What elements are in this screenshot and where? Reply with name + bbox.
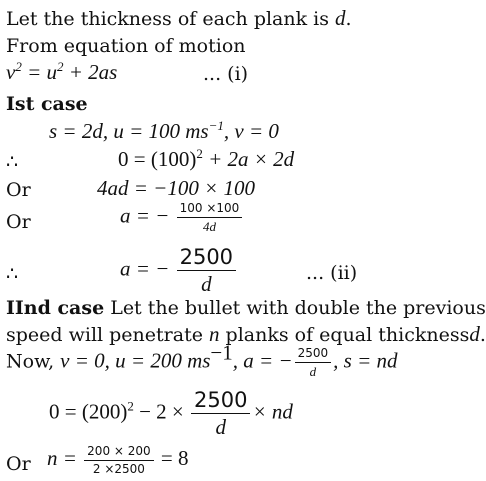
eq-s: , s = nd (333, 348, 398, 373)
var-d: d (469, 322, 480, 346)
ref-ii: ... (ii) (306, 262, 358, 284)
fraction (295, 347, 332, 378)
fraction-denominator: 2 ×2500 (92, 461, 145, 476)
period: . (479, 324, 486, 346)
therefore-icon: ∴ (6, 263, 19, 285)
case-1-heading (6, 92, 88, 116)
fraction-denominator: d (201, 272, 212, 297)
unit-sup: −1 (208, 118, 224, 133)
eq-4ad: 4ad = −100 × 100 (97, 176, 256, 200)
eq-rhs: + 2a × 2d (202, 147, 295, 171)
eq-sup: 2 (15, 59, 22, 74)
line-11-text-2: planks of equal thickness (219, 324, 470, 346)
now-text: Now, (6, 350, 61, 373)
line-7 (97, 176, 255, 200)
line-8 (120, 202, 244, 233)
var-d: d (335, 6, 346, 30)
therefore-icon: ∴ (6, 151, 19, 173)
eq-a: , a = − (232, 348, 293, 373)
line-2 (6, 34, 246, 58)
eq-lhs: 0 = (200) (49, 399, 128, 424)
line-13 (49, 389, 293, 438)
line-12 (6, 340, 398, 379)
equation-ref-ii (306, 261, 357, 285)
eq-nd: × nd (252, 399, 293, 424)
eq-result: = 8 (160, 445, 189, 470)
therefore-symbol-2 (6, 262, 18, 286)
case1-values: s = 2d, u = 100 ms (49, 119, 209, 143)
line-9 (120, 246, 238, 295)
fraction-numerator: 200 × 200 (84, 445, 154, 461)
eq-sup: 2 (196, 146, 203, 161)
line-5 (49, 119, 279, 143)
fraction (84, 445, 154, 475)
equation-ref-i (203, 62, 248, 86)
var-n: n (209, 322, 220, 346)
fraction-numerator: 2500 (295, 347, 332, 363)
eq-v: v (6, 60, 16, 84)
eq-2as: + 2as (63, 60, 118, 84)
fraction-denominator: d (309, 363, 317, 379)
eq-minus: − 2 × (133, 399, 184, 424)
or-label-1 (6, 178, 31, 202)
eq-sup: 2 (127, 398, 134, 414)
period: . (345, 8, 352, 30)
eq-a: a = − (120, 203, 170, 228)
or-text: Or (6, 179, 31, 201)
line-11 (6, 322, 486, 347)
eq-u: = u (21, 60, 57, 84)
or-label-2 (6, 210, 31, 234)
fraction-numerator: 100 ×100 (177, 202, 243, 218)
intro-text: Let the thickness of each plank is (6, 8, 336, 30)
case2-values: v = 0, u = 200 ms (60, 348, 211, 373)
eq-lhs: 0 = (100) (118, 147, 197, 171)
fraction-denominator: 4d (202, 218, 216, 234)
case-2-text: Let the bullet with double the previous (104, 297, 486, 319)
line-10 (6, 296, 486, 320)
eq-sup: 2 (57, 59, 64, 74)
line-1 (6, 6, 352, 31)
fraction (177, 246, 236, 295)
fraction (191, 389, 250, 438)
equation-of-motion-text: From equation of motion (6, 35, 246, 57)
case-1-label: Ist case (6, 93, 88, 115)
therefore-symbol-1 (6, 150, 18, 174)
or-label-3 (6, 452, 31, 476)
fraction-numerator: 2500 (191, 389, 250, 414)
ref-i: ... (i) (203, 63, 249, 85)
fraction-denominator: d (215, 415, 226, 440)
line-11-text: speed will penetrate (6, 324, 209, 346)
fraction-numerator: 2500 (177, 246, 236, 271)
line-14 (47, 445, 189, 475)
case-2-label: IInd case (6, 297, 105, 319)
or-text: Or (6, 211, 31, 233)
eq-a: a = − (120, 256, 170, 281)
eq-n: n = (47, 445, 77, 470)
or-text: Or (6, 453, 31, 475)
case1-v: , v = 0 (223, 119, 279, 143)
line-6 (118, 147, 294, 171)
unit-sup: −1 (210, 340, 233, 365)
line-3-equation-i (6, 60, 117, 84)
fraction (177, 202, 243, 233)
